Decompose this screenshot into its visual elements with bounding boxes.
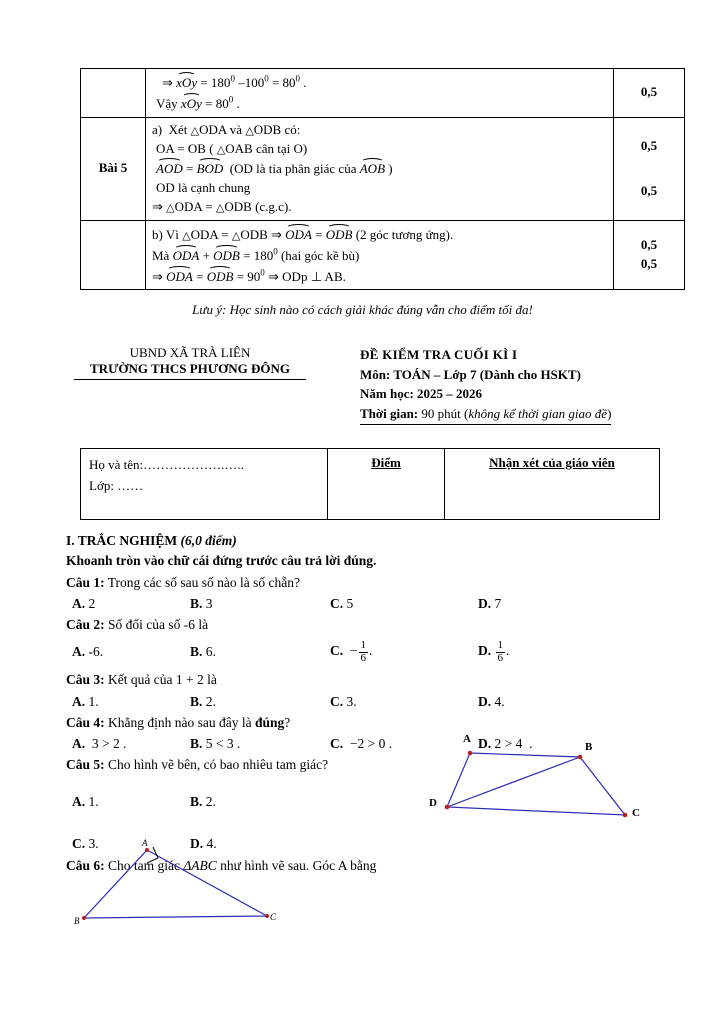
label-A: A [463,733,471,745]
score-value: 0,5 [640,84,658,100]
section-points: (6,0 điểm) [180,533,237,548]
section-heading [66,531,666,551]
row-score [614,117,685,220]
figure-trapezoid [425,735,665,830]
exam-duration-note: không kể thời gian giao đề [468,405,608,421]
table-row [81,69,685,118]
student-info-table [80,448,660,520]
question-1-number: Câu 1: [66,574,105,590]
table-row [81,220,685,290]
question-1-text: Trong các số sau số nào là số chẵn? [107,574,300,590]
exam-subject: Môn: TOÁN – Lớp 7 (Dành cho HSKT) [360,366,581,382]
student-name-field[interactable]: Họ và tên:……………….….. [89,457,244,472]
answer-line: ⇒ ODA = ODB = $90^0$ ⇒ ODp ⊥ AB. [152,266,607,287]
student-class-field[interactable]: Lớp: …… [89,477,144,493]
table-row [81,117,685,220]
question-3-text: Kết quả của 1 + 2 là [108,672,217,688]
option-c[interactable]: C. 3. [330,693,357,709]
option-a[interactable]: A. -6. [72,644,104,660]
option-c[interactable]: C. 3. [72,835,99,851]
question-3 [66,670,666,690]
question-2 [66,615,666,635]
section-instruction: Khoanh tròn vào chữ cái đứng trước câu trả lời đúng. [66,553,377,569]
section-title-text: I. TRẮC NGHIỆM [66,533,178,548]
answer-line: Mà ODA + ODB = $180^0$ (hai góc kề bù) [152,245,607,266]
answer-line: b) Vì △ODA = △ODB ⇒ ODA = ODB (2 góc tương ứng). [152,224,607,245]
option-b[interactable]: B. 3 [190,595,213,611]
question-2-options [66,640,666,664]
answer-line: AOD = BOD (OD là tia phân giác của AOB ) [152,158,607,179]
option-b[interactable]: B. 6. [190,644,216,660]
authority-name: UBND XÃ TRÀ LIÊN [129,345,251,360]
question-1-options [66,594,666,614]
figure-triangle [62,838,292,938]
exam-title: ĐỀ KIỂM TRA CUỐI KÌ I [360,347,518,362]
score-value: 0,5 [640,182,658,198]
answer-line: Vậy xOy = $80^0$ . [152,93,607,114]
trapezoid-svg [425,735,665,830]
question-3-options [66,692,666,712]
option-d[interactable]: D. 7 [478,595,502,611]
question-3-number: Câu 3: [66,672,105,688]
answer-line: OA = OB ( △OAB cân tại O) [156,140,308,156]
row-score [614,220,685,290]
option-a[interactable]: A. 3 > 2 . [72,736,127,752]
question-4-number: Câu 4: [66,714,105,730]
answer-line: a) Xét △ODA và △ODB có: [152,121,301,137]
option-a[interactable]: A. 2 [72,595,96,611]
question-2-text: Số đối của số -6 là [108,617,209,632]
option-d[interactable]: D. 2 > 4 . [478,736,533,752]
option-b[interactable]: B. 2. [190,793,216,809]
option-c[interactable]: C. −2 > 0 . [330,736,393,752]
label-B: B [74,916,80,926]
question-1 [66,573,666,593]
question-6-number: Câu 6: [66,858,105,874]
question-5-text: Cho hình vẽ bên, có bao nhiêu tam giác? [108,757,329,773]
answer-key-note: Lưu ý: Học sinh nào có cách giải khác đúng vẫn cho điểm tối đa! [192,302,533,317]
option-a[interactable]: A. 1. [72,793,99,809]
question-4 [66,713,666,733]
option-c[interactable]: C. 5 [330,595,354,611]
label-B: B [585,741,593,753]
exam-school-year: Năm học: 2025 – 2026 [360,386,483,401]
school-block [40,345,340,423]
triangle-svg [62,838,292,938]
question-5-number: Câu 5: [66,757,105,773]
option-b[interactable]: B. 2. [190,693,216,709]
score-value: 0,5 [640,256,658,272]
row-body [146,69,614,118]
exam-duration-close: ) [607,405,612,421]
answer-line: ⇒ △ODA = △ODB (c.g.c). [152,199,292,215]
school-name: TRƯỜNG THCS PHƯƠNG ĐÔNG [40,361,340,377]
option-a[interactable]: A. 1. [72,693,99,709]
label-D: D [429,797,437,809]
score-value: 0,5 [640,137,658,153]
table-row [81,449,660,520]
option-d[interactable]: D. $\frac{1}{6}$ . [478,639,510,664]
question-6-text: Cho tam giác ΔABC như hình vẽ sau. Góc A bằng [108,858,377,874]
option-d[interactable]: D. 4. [478,693,505,709]
student-name-cell[interactable] [81,449,328,520]
label-C: C [270,912,277,922]
question-4-text: Khẳng định nào sau đây là đúng? [108,714,291,730]
answer-line: ⇒ xOy = $180^0$ $-100^0 = 80^0$ . [152,72,607,93]
teacher-comment-label: Nhận xét của giáo viên [489,455,615,470]
label-A: A [142,838,148,848]
score-cell[interactable] [328,449,445,520]
exam-duration-value: 90 phút ( [421,405,469,421]
row-label: Bài 5 [81,117,146,220]
exam-duration-underlined [360,404,611,424]
label-C: C [632,807,640,819]
question-2-number: Câu 2: [66,617,105,632]
exam-duration [360,404,685,424]
row-label [81,69,146,118]
score-header-label: Điểm [371,455,401,470]
row-body [146,117,614,220]
exam-info-block [340,345,685,423]
row-score [614,69,685,118]
option-b[interactable]: B. 5 < 3 . [190,736,241,752]
teacher-comment-cell[interactable] [445,449,660,520]
exam-duration-label: Thời gian: [360,405,419,421]
answer-key-table [80,68,685,290]
row-label [81,220,146,290]
option-c[interactable]: C. − $\frac{1}{6}$ . [330,639,373,664]
score-value: 0,5 [640,237,658,253]
answer-line: OD là cạnh chung [156,180,251,196]
option-d[interactable]: D. 4. [190,835,217,851]
row-body [146,220,614,290]
exam-header [40,345,685,423]
